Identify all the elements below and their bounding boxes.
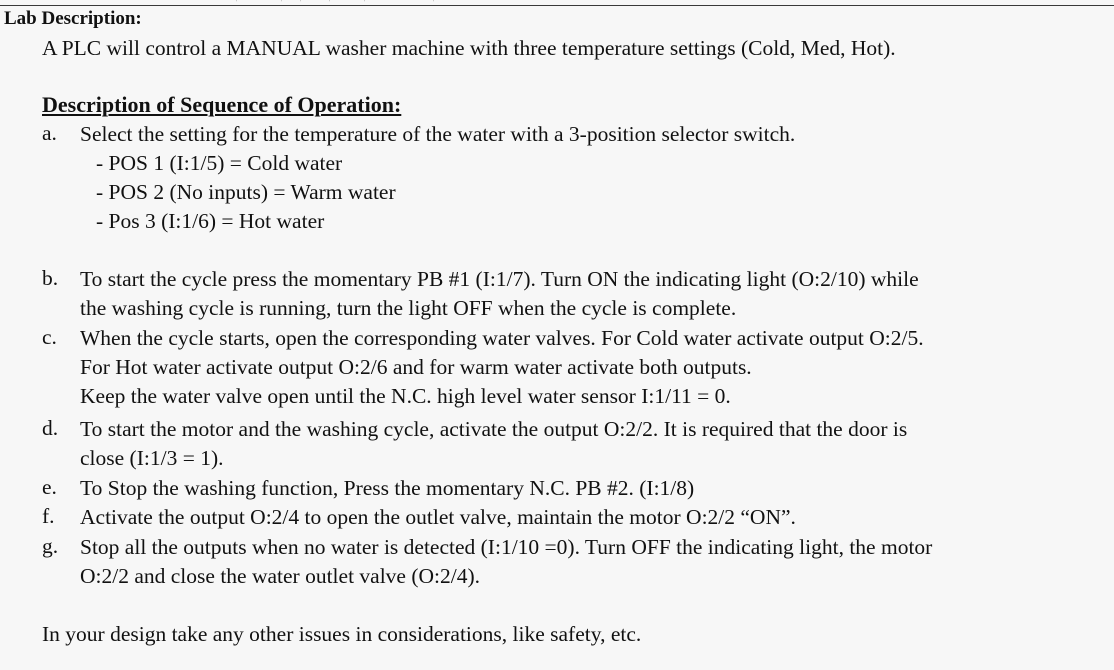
item-label-b: b. bbox=[42, 266, 59, 290]
item-c-line-2: For Hot water activate output O:2/6 and for warm water activate both outputs. bbox=[80, 355, 752, 379]
lab-intro-text: A PLC will control a MANUAL washer machine with three temperature settings (Cold, Med, Hot). bbox=[42, 36, 896, 60]
item-label-e: e. bbox=[42, 475, 57, 499]
item-label-f: f. bbox=[42, 504, 55, 528]
item-f-line-1: Activate the output O:2/4 to open the outlet valve, maintain the motor O:2/2 “ON”. bbox=[80, 505, 796, 529]
item-a-line-1: Select the setting for the temperature of the water with a 3-position selector switch. bbox=[80, 122, 796, 146]
item-e-line-1: To Stop the washing function, Press the momentary N.C. PB #2. (I:1/8) bbox=[80, 476, 695, 500]
item-g-line-2: O:2/2 and close the water outlet valve (O:2/4). bbox=[80, 564, 481, 588]
position-1-text: - POS 1 (I:1/5) = Cold water bbox=[96, 151, 343, 175]
item-c-line-1: When the cycle starts, open the corresponding water valves. For Cold water activate output O:2/5. bbox=[80, 326, 924, 350]
closing-note: In your design take any other issues in considerations, like safety, etc. bbox=[42, 622, 642, 646]
lab-description-heading: Lab Description: bbox=[4, 8, 142, 29]
item-label-d: d. bbox=[42, 416, 59, 440]
item-label-c: c. bbox=[42, 325, 57, 349]
item-g-line-1: Stop all the outputs when no water is detected (I:1/10 =0). Turn OFF the indicating light, the motor bbox=[80, 535, 933, 559]
item-b-line-2: the washing cycle is running, turn the light OFF when the cycle is complete. bbox=[80, 296, 737, 320]
position-3-text: - Pos 3 (I:1/6) = Hot water bbox=[96, 209, 325, 233]
item-c-line-3: Keep the water valve open until the N.C. high level water sensor I:1/11 = 0. bbox=[80, 384, 731, 408]
page-top-rule bbox=[0, 5, 1114, 6]
item-label-g: g. bbox=[42, 534, 59, 558]
position-2-text: - POS 2 (No inputs) = Warm water bbox=[96, 180, 396, 204]
item-d-line-1: To start the motor and the washing cycle, activate the output O:2/2. It is required that the door is bbox=[80, 417, 908, 441]
previous-text-fragment bbox=[0, 0, 470, 4]
sequence-heading: Description of Sequence of Operation: bbox=[42, 92, 402, 117]
item-b-line-1: To start the cycle press the momentary PB #1 (I:1/7). Turn ON the indicating light (O:2/10) while bbox=[80, 267, 919, 291]
item-d-line-2: close (I:1/3 = 1). bbox=[80, 446, 224, 470]
item-label-a: a. bbox=[42, 121, 57, 145]
